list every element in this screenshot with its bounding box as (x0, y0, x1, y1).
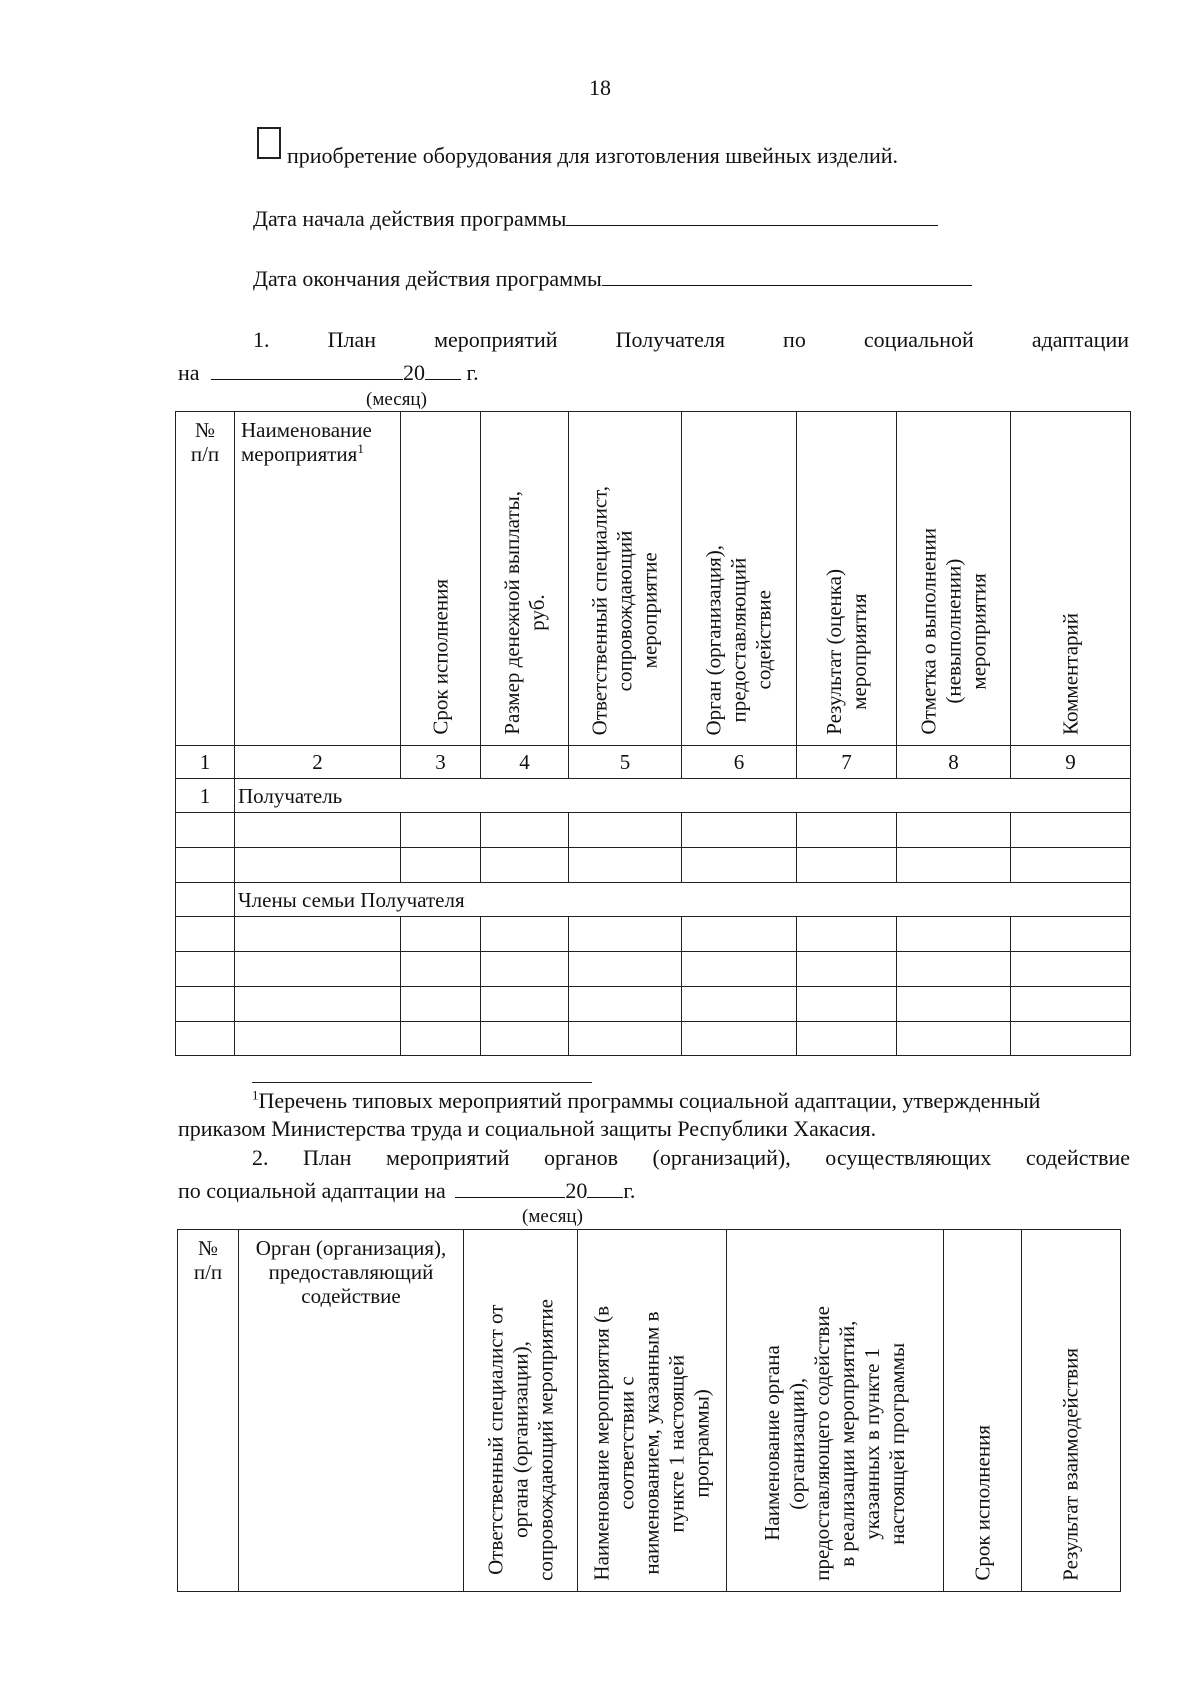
table-cell[interactable] (682, 813, 797, 848)
program-end-label: Дата окончания действия программы (253, 266, 602, 291)
table-cell[interactable] (797, 1022, 897, 1056)
checkbox[interactable] (257, 127, 281, 159)
table-cell[interactable] (176, 952, 235, 987)
table-cell[interactable] (235, 917, 401, 952)
column-number: 8 (897, 746, 1011, 779)
footnote-line2: приказом Министерства труда и социальной защиты Республики Хакасия. (178, 1116, 877, 1141)
table-cell[interactable] (235, 987, 401, 1022)
table-cell[interactable] (797, 848, 897, 883)
table-cell[interactable] (176, 987, 235, 1022)
header-payment-amount: Размер денежной выплаты, руб. (481, 412, 569, 746)
table-header-row (178, 1230, 1121, 1592)
table-cell[interactable] (481, 952, 569, 987)
section2-heading-word: 2. (252, 1145, 269, 1170)
column-number: 7 (797, 746, 897, 779)
column-number: 4 (481, 746, 569, 779)
table-row (176, 917, 1131, 952)
table-cell[interactable] (481, 987, 569, 1022)
footnote-marker: 1 (252, 1087, 259, 1103)
table-cell[interactable] (797, 952, 897, 987)
table-cell[interactable] (481, 848, 569, 883)
section1-heading-word: План (327, 327, 376, 352)
table-cell[interactable] (176, 917, 235, 952)
section1-heading-word: социальной (863, 327, 974, 352)
table-cell[interactable] (235, 813, 401, 848)
group-number: 1 (176, 779, 235, 813)
table-cell[interactable] (176, 848, 235, 883)
program-end-field[interactable] (602, 265, 972, 286)
section1-year-suffix: г. (466, 360, 479, 385)
table-cell[interactable] (569, 987, 682, 1022)
section2-month-hint: (месяц) (522, 1206, 583, 1227)
header-activity-name: Наименование мероприятия (в соответствии с наименованием, указанным в пункте 1 настоящей программы) (578, 1230, 727, 1592)
footnote-text-1: Перечень типовых мероприятий программы социальной адаптации, утвержденный (258, 1088, 1041, 1113)
table-cell[interactable] (569, 952, 682, 987)
section1-heading-word: по (783, 327, 806, 352)
table-cell[interactable] (682, 848, 797, 883)
group-label-recipient: Получатель (235, 779, 1131, 813)
header-completion-mark: Отметка о выполнении (невыполнении) мероприятия (897, 412, 1011, 746)
header-activity-name-text: Наименование мероприятия (241, 418, 372, 466)
table-cell[interactable] (235, 848, 401, 883)
table-cell[interactable] (682, 987, 797, 1022)
header-interaction-result: Результат взаимодействия (1022, 1230, 1121, 1592)
table-cell[interactable] (1011, 813, 1131, 848)
column-number-row (176, 746, 1131, 779)
section1-month-hint: (месяц) (366, 389, 427, 410)
table-cell[interactable] (481, 917, 569, 952)
table-cell[interactable] (176, 813, 235, 848)
table-row (176, 952, 1131, 987)
section1-heading-word: адаптации (1031, 327, 1129, 352)
table-row (176, 848, 1131, 883)
table-cell (176, 883, 235, 917)
table-row (176, 1022, 1131, 1056)
page-number: 18 (589, 75, 611, 100)
table-cell[interactable] (401, 813, 481, 848)
group-label-family: Члены семьи Получателя (235, 883, 1131, 917)
section2-heading-word: План (303, 1145, 352, 1170)
table-cell[interactable] (797, 813, 897, 848)
footnote-separator (252, 1082, 592, 1083)
section1-month-field[interactable] (211, 359, 403, 380)
section2-period (178, 1177, 635, 1204)
section1-year-prefix: 20 (403, 360, 426, 385)
table-cell[interactable] (235, 952, 401, 987)
header-org-name: Наименование органа (организации), предоставляющего содействие в реализации мероприятий, указанных в пункте 1 настоящей программы (727, 1230, 944, 1592)
group-row-family (176, 883, 1131, 917)
table-cell[interactable] (481, 1022, 569, 1056)
table-cell[interactable] (897, 848, 1011, 883)
column-number: 3 (401, 746, 481, 779)
header-org-specialist: Ответственный специалист от органа (организации), сопровождающий мероприятие (464, 1230, 578, 1592)
section2-heading-word: органов (544, 1145, 618, 1170)
header-deadline: Срок исполнения (401, 412, 481, 746)
table-cell[interactable] (1011, 1022, 1131, 1056)
section1-heading-word: Получателя (615, 327, 725, 352)
table-cell[interactable] (401, 1022, 481, 1056)
section2-heading-word: (организаций), (652, 1145, 791, 1170)
section2-heading (252, 1145, 1130, 1171)
program-start-field[interactable] (566, 205, 938, 226)
column-number: 5 (569, 746, 682, 779)
table-cell[interactable] (569, 848, 682, 883)
table-cell[interactable] (1011, 917, 1131, 952)
footnote-mark: 1 (357, 441, 364, 456)
column-number: 2 (235, 746, 401, 779)
section2-year-field[interactable] (587, 1177, 623, 1198)
footnote-line1 (252, 1088, 1040, 1114)
organizations-table (177, 1229, 1121, 1592)
program-start-label: Дата начала действия программы (253, 206, 567, 231)
table-cell[interactable] (897, 987, 1011, 1022)
header-organization: Орган (организация), предоставляющий содействие (239, 1230, 464, 1592)
table-cell[interactable] (569, 1022, 682, 1056)
section2-month-field[interactable] (455, 1177, 565, 1198)
table-cell[interactable] (682, 952, 797, 987)
table-cell[interactable] (401, 917, 481, 952)
program-end-date (253, 265, 972, 292)
section1-year-field[interactable] (425, 359, 461, 380)
section2-year-suffix: г. (623, 1178, 636, 1203)
table-cell[interactable] (569, 813, 682, 848)
header-number: № п/п (178, 1230, 239, 1592)
program-start-date (253, 205, 938, 232)
table-cell[interactable] (897, 952, 1011, 987)
column-number: 9 (1011, 746, 1131, 779)
table-cell[interactable] (401, 987, 481, 1022)
table-row (176, 987, 1131, 1022)
checkbox-item-text: приобретение оборудования для изготовления швейных изделий. (287, 143, 899, 168)
column-number: 1 (176, 746, 235, 779)
section2-heading-word: содействие (1025, 1145, 1130, 1170)
table-header-row (176, 412, 1131, 746)
table-cell[interactable] (401, 848, 481, 883)
section1-period (178, 359, 479, 386)
table-cell[interactable] (569, 917, 682, 952)
header-activity-name (235, 412, 401, 746)
table-cell[interactable] (1011, 848, 1131, 883)
header-responsible-specialist: Ответственный специалист, сопровождающий мероприятие (569, 412, 682, 746)
table-cell[interactable] (235, 1022, 401, 1056)
table-cell[interactable] (797, 917, 897, 952)
header-comment: Комментарий (1011, 412, 1131, 746)
section1-heading-word: 1. (253, 327, 270, 352)
table-cell[interactable] (682, 917, 797, 952)
section2-heading-word: мероприятий (385, 1145, 510, 1170)
table-row (176, 813, 1131, 848)
header-result: Результат (оценка) мероприятия (797, 412, 897, 746)
column-number: 6 (682, 746, 797, 779)
activities-table (175, 411, 1131, 1056)
table-cell[interactable] (797, 987, 897, 1022)
table-cell[interactable] (897, 1022, 1011, 1056)
section2-year-prefix: 20 (565, 1178, 588, 1203)
table-cell[interactable] (1011, 987, 1131, 1022)
table-cell[interactable] (401, 952, 481, 987)
table-cell[interactable] (897, 813, 1011, 848)
section1-na: на (178, 360, 200, 385)
table-cell[interactable] (1011, 952, 1131, 987)
table-cell[interactable] (682, 1022, 797, 1056)
table-cell[interactable] (897, 917, 1011, 952)
table-cell[interactable] (481, 813, 569, 848)
section2-prefix: по социальной адаптации на (178, 1178, 446, 1203)
section1-heading (253, 327, 1129, 353)
header-assisting-organization: Орган (организация), предоставляющий содействие (682, 412, 797, 746)
group-row-recipient (176, 779, 1131, 813)
header-deadline: Срок исполнения (944, 1230, 1022, 1592)
section2-heading-word: осуществляющих (825, 1145, 992, 1170)
section1-heading-word: мероприятий (434, 327, 558, 352)
header-number: № п/п (176, 412, 235, 746)
table-cell[interactable] (176, 1022, 235, 1056)
